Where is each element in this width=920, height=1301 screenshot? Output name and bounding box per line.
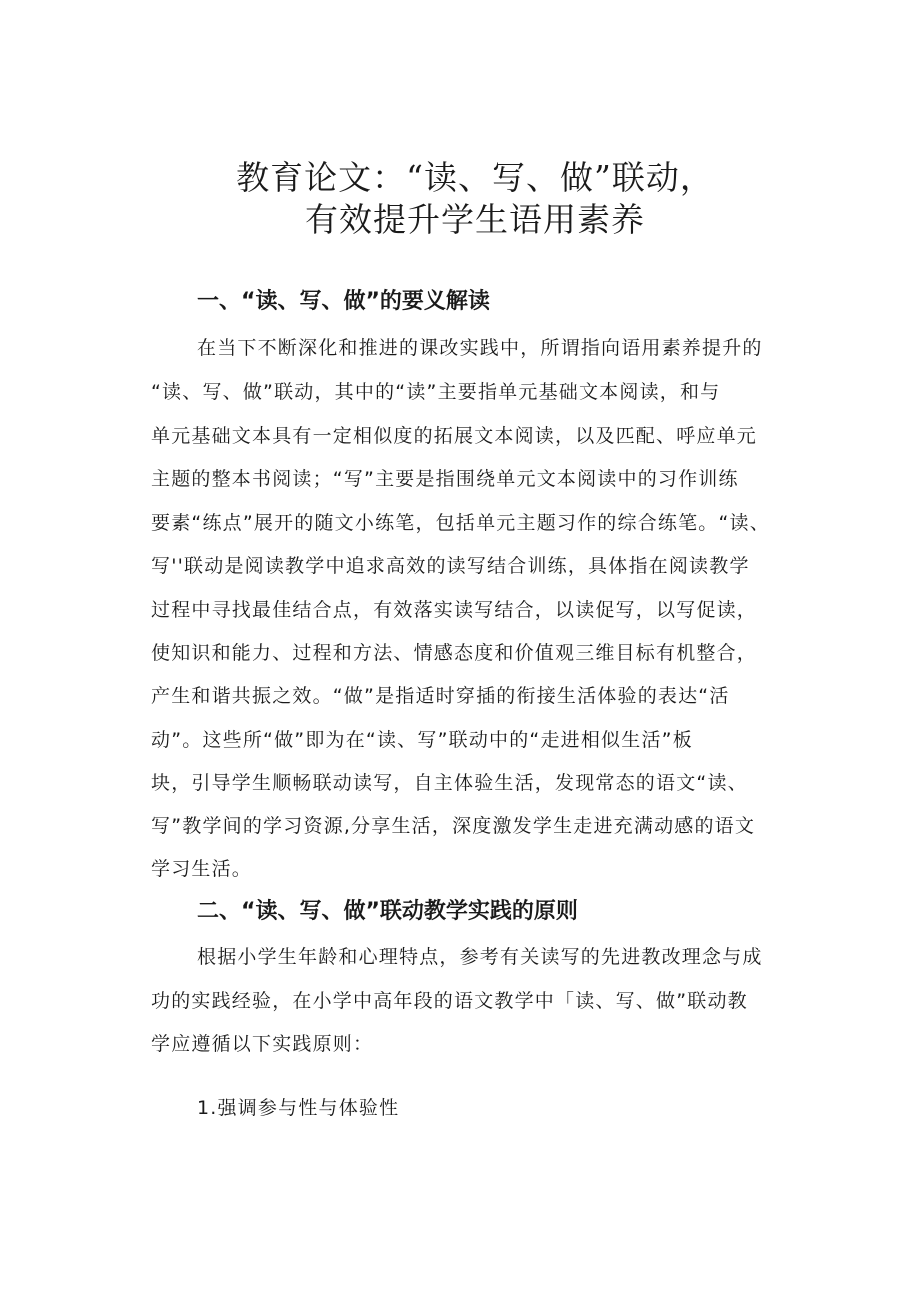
paragraph-line: 学习生活。 <box>151 858 253 880</box>
section-2-heading: 二、“读、写、做”联动教学实践的原则 <box>197 899 578 924</box>
paragraph-line: 过程中寻找最佳结合点，有效落实读写结合，以读促写，以写促读， <box>151 599 758 621</box>
paragraph-line: 产生和谐共振之效。“做”是指适时穿插的衔接生活体验的表达“活 <box>151 685 730 707</box>
paragraph-line: “读、写、做”联动，其中的“读”主要指单元基础文本阅读，和与 <box>151 381 721 403</box>
paragraph-line: 学应遵循以下实践原则： <box>151 1033 374 1055</box>
document-title-line-2: 有效提升学生语用素养 <box>305 200 645 239</box>
paragraph-line: 写”教学间的学习资源,分享生活，深度激发学生走进充满动感的语文 <box>151 815 756 837</box>
paragraph-line: 块，引导学生顺畅联动读写，自主体验生活，发现常态的语文“读、 <box>151 772 748 794</box>
sub-item-heading: 1.强调参与性与体验性 <box>197 1097 400 1119</box>
document-title-line-1: 教育论文：“读、写、做”联动， <box>236 158 714 197</box>
paragraph-line: 在当下不断深化和推进的课改实践中，所谓指向语用素养提升的 <box>197 337 763 359</box>
paragraph-line: 功的实践经验，在小学中高年段的语文教学中「读、写、做”联动教 <box>151 990 748 1012</box>
paragraph-line: 使知识和能力、过程和方法、情感态度和价值观三维目标有机整合， <box>151 642 758 664</box>
paragraph-line: 要素“练点”展开的随文小练笔，包括单元主题习作的综合练笔。“读、 <box>151 512 770 534</box>
paragraph-line: 动”。这些所“做”即为在“读、写”联动中的“走进相似生活”板 <box>151 729 693 751</box>
paragraph-line: 主题的整本书阅读；“写”主要是指围绕单元文本阅读中的习作训练 <box>151 468 739 490</box>
paragraph-line: 写''联动是阅读教学中追求高效的读写结合训练，具体指在阅读教学 <box>151 555 750 577</box>
section-1-heading: 一、“读、写、做”的要义解读 <box>197 289 490 314</box>
paragraph-line: 根据小学生年龄和心理特点，参考有关读写的先进教改理念与成 <box>197 946 763 968</box>
paragraph-line: 单元基础文本具有一定相似度的拓展文本阅读，以及匹配、呼应单元 <box>151 425 758 447</box>
